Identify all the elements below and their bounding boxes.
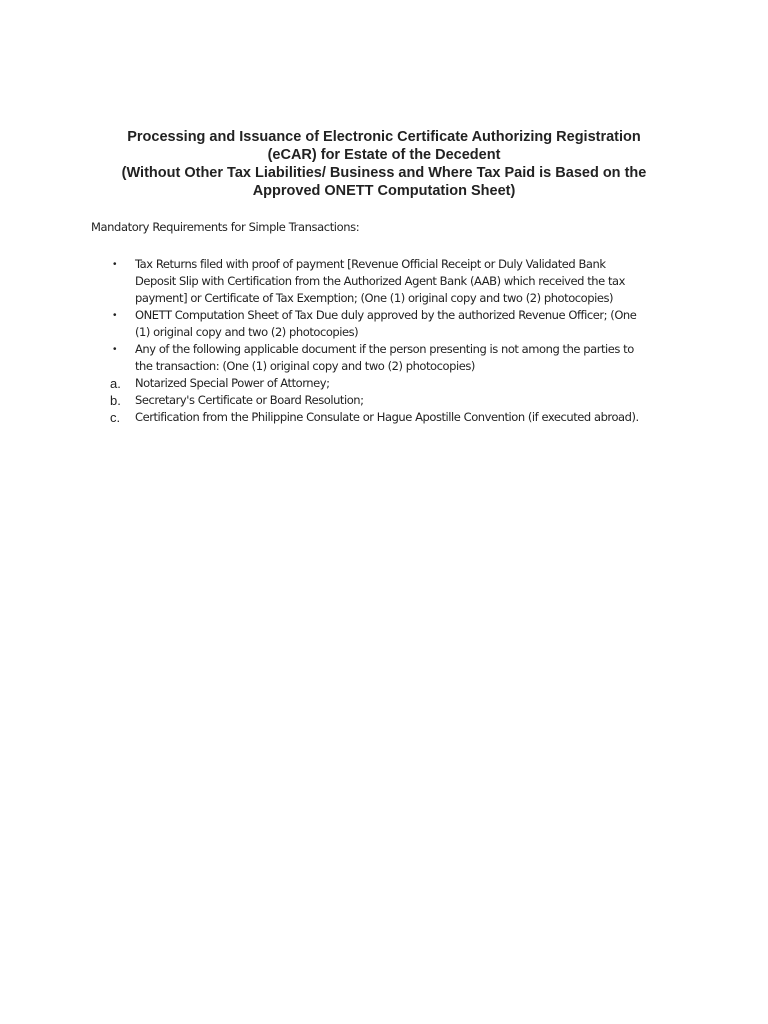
sub-list-item: [110, 392, 680, 409]
list-item: [110, 341, 680, 375]
list-item: [110, 307, 680, 341]
bullet-marker: •: [113, 259, 117, 270]
bullet-marker: •: [113, 310, 117, 321]
requirements-list: [110, 256, 680, 426]
sub-list-item: [110, 409, 680, 426]
text-line: Any of the following applicable document if the person presenting is not among the parties to: [135, 342, 634, 356]
text-line: Notarized Special Power of Attorney;: [135, 376, 330, 390]
text-line: Secretary's Certificate or Board Resolution;: [135, 393, 364, 407]
letter-marker: c.: [110, 410, 121, 425]
letter-marker: a.: [110, 376, 121, 391]
title-line: (Without Other Tax Liabilities/ Business and Where Tax Paid is Based on the: [121, 165, 647, 181]
requirements-heading: Mandatory Requirements for Simple Transactions:: [91, 220, 360, 234]
list-item-text: [135, 341, 634, 375]
text-line: (1) original copy and two (2) photocopies): [135, 325, 359, 339]
text-line: Tax Returns filed with proof of payment [Revenue Official Receipt or Duly Validated Bank: [135, 257, 606, 271]
text-line: payment] or Certificate of Tax Exemption; (One (1) original copy and two (2) photocopies): [135, 291, 614, 305]
sub-list-item-text: [135, 409, 639, 426]
text-line: Deposit Slip with Certification from the Authorized Agent Bank (AAB) which received the tax: [135, 274, 625, 288]
text-line: the transaction: (One (1) original copy and two (2) photocopies): [135, 359, 475, 373]
text-line: ONETT Computation Sheet of Tax Due duly approved by the authorized Revenue Officer; (One: [135, 308, 637, 322]
text-line: Certification from the Philippine Consulate or Hague Apostille Convention (if executed abroad).: [135, 410, 639, 424]
bullet-marker: •: [113, 344, 117, 355]
title-line: Processing and Issuance of Electronic Certificate Authorizing Registration: [127, 129, 641, 145]
letter-marker: b.: [110, 393, 121, 408]
list-item: [110, 256, 680, 307]
sub-list-item-text: [135, 375, 330, 392]
document-title: [80, 128, 688, 200]
title-line: Approved ONETT Computation Sheet): [252, 183, 516, 199]
sub-list-item: [110, 375, 680, 392]
title-line: (eCAR) for Estate of the Decedent: [267, 147, 501, 163]
list-item-text: [135, 307, 636, 341]
sub-list-item-text: [135, 392, 364, 409]
list-item-text: [135, 256, 625, 307]
